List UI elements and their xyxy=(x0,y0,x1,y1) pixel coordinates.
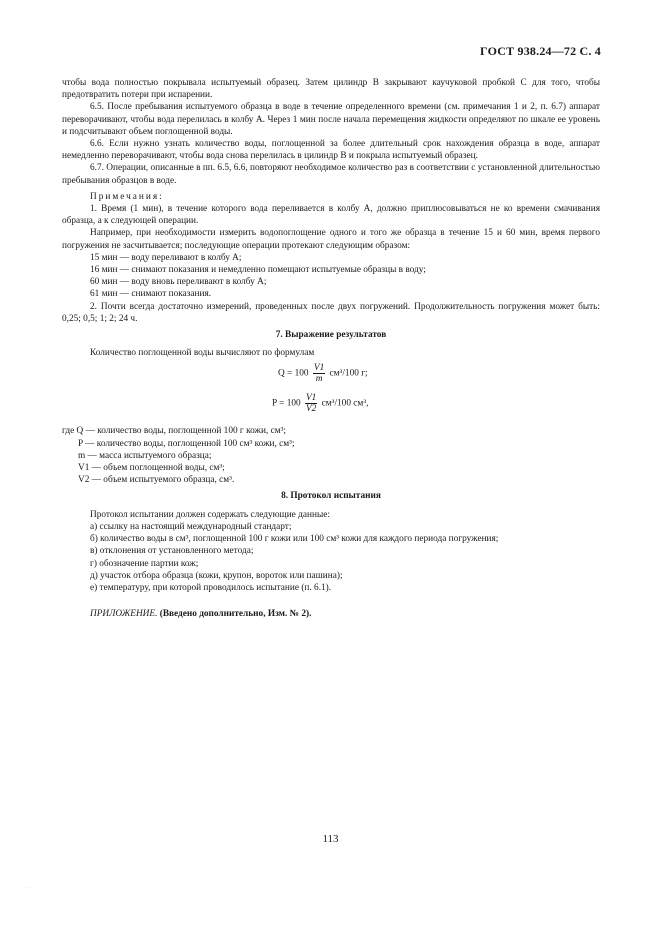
note-example: Например, при необходимости измерить водопоглощение одного и того же образца в течение 15 и 60 мин, время первого погружения не засчитывается; последующие операции протекают следующим образом: xyxy=(62,228,600,251)
formula-p-denominator: V2 xyxy=(306,404,317,415)
formula-q-rhs: см³/100 г; xyxy=(329,369,368,380)
protocol-item: в) отклонения от установленного метода; xyxy=(90,546,254,557)
note-step: 60 мин — воду вновь переливают в колбу A; xyxy=(90,277,267,288)
protocol-item: д) участок отбора образца (кожи, крупон, вороток или пашина); xyxy=(90,570,343,581)
notes-title: Примечания: xyxy=(90,191,164,202)
protocol-item: г) обозначение партии кож; xyxy=(90,558,199,569)
note-step: 61 мин — снимают показания. xyxy=(90,289,212,300)
formula-p-fraction xyxy=(305,393,317,414)
formula-p-numerator: V1 xyxy=(306,393,317,404)
scan-speck: · · · xyxy=(22,886,30,891)
appendix-note xyxy=(62,608,600,620)
document-body xyxy=(62,77,600,620)
formula-p-lhs: P = 100 xyxy=(272,399,301,410)
paragraph-6-5: 6.5. После пребывания испытуемого образца в воде в течение определенного времени (см. примечания 1 и 2, п. 6.7) аппарат переворачивают, чтобы вода перелилась в колбу A. Через 1 мин после начала перемещения жидкости определяют по шкале ее уровень и подсчитывают объем поглощенной воды. xyxy=(62,102,600,137)
formula-q xyxy=(62,359,600,389)
formula-q-fraction xyxy=(313,363,325,384)
paragraph-6-7: 6.7. Операции, описанные в пп. 6.5, 6.6, повторяют необходимое количество раз в соответствии с установленной длительностью пребывания образцов в воде. xyxy=(62,163,600,186)
section-7-intro: Количество поглощенной воды вычисляют по формулам xyxy=(90,348,315,359)
appendix-text: (Введено дополнительно, Изм. № 2). xyxy=(159,609,312,620)
section-8-intro: Протокол испытании должен содержать следующие данные: xyxy=(90,509,330,520)
paragraph-6-6: 6.6. Если нужно узнать количество воды, поглощенной за более длительный срок нахождения образца в воде, аппарат немедленно переворачивают, чтобы вода снова перелилась в цилиндр B и покрыла испытуемый образец. xyxy=(62,139,600,162)
formula-q-denominator: m xyxy=(315,374,323,385)
variable-definitions xyxy=(62,425,600,486)
protocol-item: а) ссылку на настоящий международный стандарт; xyxy=(90,521,292,532)
section-7-title: 7. Выражение результатов xyxy=(275,330,387,341)
definition-item: V2 — объем испытуемого образца, см³. xyxy=(78,475,235,486)
definition-item: m — масса испытуемого образца; xyxy=(78,450,212,461)
note-2: 2. Почти всегда достаточно измерений, проведенных после двух погружений. Продолжительность погружения может быть: 0,25; 0,5; 1; 2; 24 ч. xyxy=(62,301,600,324)
appendix-label: ПРИЛОЖЕНИЕ. xyxy=(90,609,158,620)
formula-q-lhs: Q = 100 xyxy=(278,369,309,380)
note-1: 1. Время (1 мин), в течение которого вода переливается в колбу A, должно приплюсовываться не ко времени смачивания образца, а к следующей операции. xyxy=(62,204,600,227)
formula-p-rhs: см³/100 см³, xyxy=(321,399,369,410)
page-number: 113 xyxy=(322,833,339,845)
section-8-title: 8. Протокол испытания xyxy=(281,491,381,502)
note-step: 16 мин — снимают показания и немедленно помещают испытуемые образцы в воду; xyxy=(90,265,426,276)
document-header: ГОСТ 938.24—72 С. 4 xyxy=(480,44,601,58)
formula-q-numerator: V1 xyxy=(313,363,325,374)
note-step: 15 мин — воду переливают в колбу A; xyxy=(90,252,242,263)
protocol-item: е) температуру, при которой проводилось испытание (п. 6.1). xyxy=(90,582,332,593)
formula-p xyxy=(62,389,600,419)
definition-item: P — количество воды, поглощенной 100 см³ кожи, см³; xyxy=(78,438,295,449)
definition-item: где Q — количество воды, поглощенной 100 г кожи, см³; xyxy=(62,426,286,437)
paragraph-continuation: чтобы вода полностью покрывала испытуемый образец. Затем цилиндр B закрывают каучуковой пробкой C для того, чтобы предотвратить потери при испарении. xyxy=(62,78,600,101)
protocol-item: б) количество воды в см³, поглощенной 100 г кожи или 100 см³ кожи для каждого периода погружения; xyxy=(90,534,499,545)
definition-item: V1 — объем поглощенной воды, см³; xyxy=(78,463,225,474)
